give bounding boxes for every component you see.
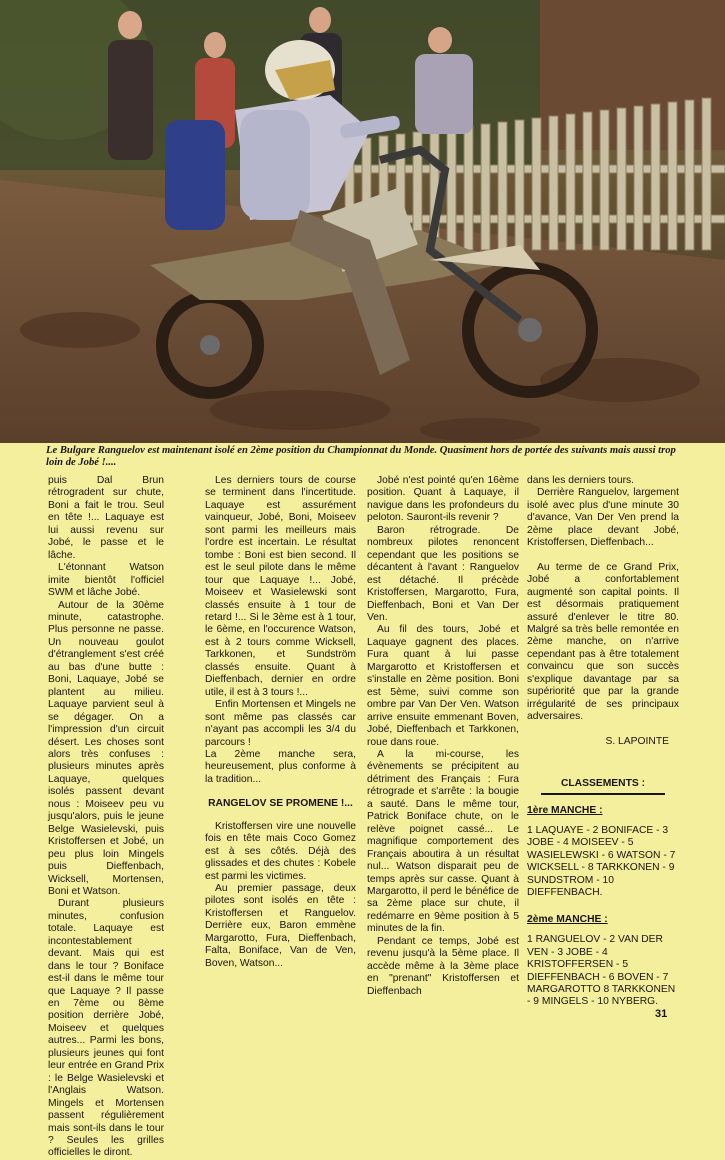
results-title: CLASSEMENTS : (541, 778, 665, 794)
section-heading: RANGELOV SE PROMENE !... (208, 798, 353, 810)
paragraph: Au premier passage, deux pilotes sont isolés en tête : Kristoffersen et Ranguelov. Derrière eux, Baron emmène Margarotto, Fura, Dieffenbach, Falta, Boniface, Van de Ven, Boven, Watson... (205, 883, 356, 969)
heat-2-results: 1 RANGUELOV - 2 VAN DER VEN - 3 JOBE - 4 KRISTOFFERSEN - 5 DIEFFENBACH - 6 BOVEN - 7 MARGAROTTO 8 TARKKONEN - 9 MINGELS - 10 NYBERG. (527, 934, 676, 1008)
paragraph: Au fil des tours, Jobé et Laquaye gagnent des places. Fura quant à lui passe Margarotto et Kristoffersen et s'installe en 2ème position. Boni est 5ème, suivi comme son ombre par Van Der Ven. Watson arrive ensuite emmenant Boven, Jobé, Dieffenbach et Tarkkonen, roue dans roue. (367, 624, 519, 748)
paragraph: Baron rétrograde. De nombreux pilotes renoncent cependant que les positions se décantent à l'avant : Ranguelov est détaché. Il précède Kristoffersen, Margarotto, Fura, Dieffenbach, Boni et Van Der Ven. (367, 524, 519, 623)
paragraph: Enfin Mortensen et Mingels ne sont même pas classés car n'ayant pas accompli les 3/4 du parcours ! (205, 699, 356, 748)
paragraph: Pendant ce temps, Jobé est revenu jusqu'à la 5ème place. Il accède même à la 3ème place en "prenant" Kristoffersen et Dieffenbach (367, 935, 519, 997)
paragraph: A la mi-course, les évènements se précipitent au détriment des Français : Fura rétrograde et s'arrête : la bougie a sauté. Dans le même tour, Patrick Boniface chute, on le relève poignet cassé... Le magnifique comportement des Français aboutira à un résultat nul... Watson disparait peu de temps après sur casse. Quant à Margarotto, il perd le bénéfice de sa 2ème place sur chute, il redémarre en 9ème position à 5 minutes de la fin. (367, 748, 519, 935)
article-column-3 (367, 475, 519, 998)
paragraph: Les derniers tours de course se terminent dans l'incertitude. Laquaye est assurément vainqueur, Jobé, Boni, Moiseev sont parmi les meilleurs mais l'ordre est incertain. Le résultat tombe : Boni est bien second. Il est le seul pilote dans le même tour que Laquaye !... Jobé, Moiseev et Wasielewski sont classés ensuite à 1 tour de retard !... Si le 3ème est à 1 tour, le 6ème, en l'occurence Watson, est à 2 tours comme Wicksell, Tarkkonen, et Sundström classés ensuite. Quant à Dieffenbach, dernier en ordre utile, il est à 3 tours !... (205, 475, 356, 698)
paragraph: dans les derniers tours. (527, 475, 635, 486)
article-column-2 (205, 475, 356, 970)
paragraph: Jobé n'est pointé qu'en 16ème position. Quant à Laquaye, il navigue dans les profondeurs du peloton. Sauront-ils revenir ? (367, 475, 519, 524)
heat-1-title: 1ère MANCHE : (527, 804, 603, 816)
paragraph: Au terme de ce Grand Prix, Jobé a confortablement augmenté son capital points. Il est désormais pratiquement assuré d'enlever le titre 80. Malgré sa très belle remontée en 2ème manche, on n'arrive cependant pas à être totalement convaincu que son succès s'explique davantage par sa supériorité que par la grande irrégularité de ses principaux adversaires. (527, 561, 679, 723)
paragraph: Derrière Ranguelov, largement isolé avec plus d'une minute 30 d'avance, Van Der Ven prend la 2ème place devant Jobé, Kristoffersen, Dieffenbach... (527, 487, 679, 549)
paragraph: Autour de la 30ème minute, catastrophe. Plus personne ne passe. Un nouveau goulot d'étranglement s'est créé au bas d'une butte : Boni, Laquaye, Jobé se plantent au milieu. Laquaye parvient seul à se dégager. On a l'impression d'un circuit désert. Les choses sont alors très confuses : plusieurs minutes après Laquaye, quelques isolés passent devant nous : Moiseev peu vu jusqu'alors, puis le jeune Belge Wasielevski, puis Kristoffersen et Jobé, un peu plus loin Mingels puis Dieffenbach, Wicksell, Mortensen, Boni et Watson. (48, 599, 164, 897)
page-number: 31 (655, 1008, 668, 1020)
paragraph: La 2ème manche sera, heureusement, plus conforme à la tradition... (205, 748, 356, 785)
paragraph: puis Dal Brun rétrogradent sur chute, Boni a fait le trou. Seul en tête !... Laquaye est lui aussi revenu sur Jobé, le passe et le lâche. (48, 475, 164, 561)
author-signature: S. LAPOINTE (605, 735, 669, 747)
motocross-photo (0, 0, 725, 443)
photo-caption: Le Bulgare Ranguelov est maintenant isolé en 2ème position du Championnat du Monde. Quasiment hors de portée des suivants mais aussi trop loin de Jobé !.... (46, 445, 676, 469)
heat-2-title: 2ème MANCHE : (527, 913, 608, 925)
heat-1-results: 1 LAQUAYE - 2 BONIFACE - 3 JOBE - 4 MOISEEV - 5 WASIELEWSKI - 6 WATSON - 7 WICKSELL - 8 TARKKONEN - 9 SUNDSTROM - 10 DIEFFENBACH. (527, 824, 676, 899)
article-column-4 (527, 475, 679, 1009)
paragraph: L'étonnant Watson imite bientôt l'officiel SWM et lâche Jobé. (48, 562, 164, 599)
paragraph: Durant plusieurs minutes, confusion totale. Laquaye est incontestablement devant. Mais qui est dans le tour ? Boniface est-il dans le même tour que Laquaye ? Il passe en 7ème ou 8ème position derrière Jobé, Moiseev et quelques autres... Parmi les bons, plusieurs jeunes qui font leur entrée en Grand Prix : le Belge Wasielevski et l'Anglais Watson. Mingels et Mortensen passent régulièrement mais sont-ils dans le tour ? Seules les grilles officielles le diront. (48, 898, 164, 1159)
article-column-1 (48, 475, 164, 1160)
paragraph: Kristoffersen vire une nouvelle fois en tête mais Coco Gomez est à ses côtés. Déjà des glissades et des chutes : Kobele est parmi les victimes. (205, 820, 356, 882)
